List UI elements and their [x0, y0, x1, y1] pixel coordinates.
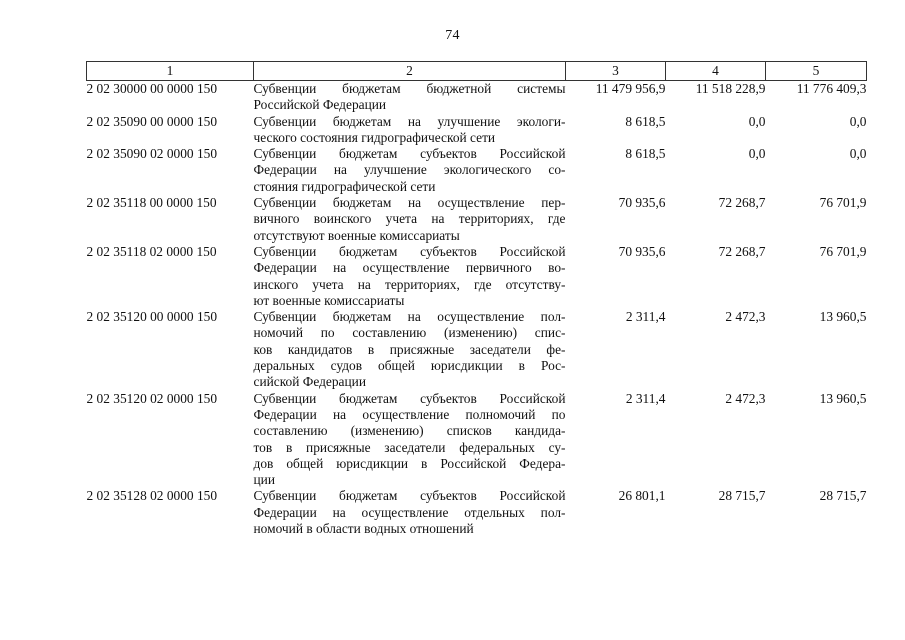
- amount-cell-col5: 76 701,9: [819, 243, 867, 259]
- column-header-4: 4: [666, 62, 766, 81]
- amount-cell-col5: 0,0: [849, 113, 867, 129]
- revenue-name-line: Федерации на осуществление первичного во-: [253, 260, 566, 276]
- revenue-name-line: тов в присяжные заседатели федеральных су-: [253, 439, 566, 455]
- budget-code-cell: 2 02 35090 02 0000 150: [86, 146, 218, 162]
- amount-cell-col3: 11 479 956,9: [595, 81, 666, 96]
- table-row: [87, 488, 867, 537]
- revenue-name-line: ков кандидатов в присяжные заседатели фе-: [253, 341, 566, 357]
- revenue-name-line: стояния гидрографической сети: [253, 178, 436, 194]
- budget-code-cell: 2 02 35118 00 0000 150: [86, 195, 217, 211]
- column-header-5: 5: [766, 62, 867, 81]
- revenue-name-line: Субвенции бюджетам субъектов Российской: [253, 146, 566, 162]
- revenue-name-line: сийской Федерации: [253, 374, 366, 390]
- revenue-name-line: Федерации на улучшение экологического со-: [253, 162, 566, 178]
- budget-code-cell: 2 02 30000 00 0000 150: [86, 81, 218, 96]
- column-header-2: 2: [254, 62, 566, 81]
- revenue-name-line: составлению (изменению) списков кандида-: [253, 423, 566, 439]
- revenue-name-line: номочий по составлению (изменению) спис-: [253, 325, 566, 341]
- amount-cell-col4: 0,0: [748, 113, 766, 129]
- amount-cell-col4: 2 472,3: [725, 390, 766, 406]
- amount-cell-col4: 11 518 228,9: [695, 81, 766, 96]
- amount-cell-col4: 72 268,7: [718, 195, 766, 211]
- revenue-name-line: номочий в области водных отношений: [253, 521, 474, 537]
- amount-cell-col4: 2 472,3: [725, 309, 766, 325]
- revenue-name-line: отсутствуют военные комиссариаты: [253, 227, 460, 243]
- budget-code-cell: 2 02 35128 02 0000 150: [86, 488, 218, 504]
- revenue-name-cell: [254, 244, 566, 309]
- revenue-name-line: Федерации на осуществление полномочий по: [253, 406, 566, 422]
- revenue-name-line: ют военные комиссариаты: [253, 292, 405, 308]
- amount-cell-col5: 0,0: [849, 146, 867, 162]
- amount-cell-col3: 26 801,1: [618, 488, 666, 504]
- revenue-name-cell: [254, 81, 566, 114]
- revenue-name-cell: [254, 195, 566, 244]
- revenue-name-line: ческого состояния гидрографической сети: [253, 129, 496, 145]
- revenue-name-line: Субвенции бюджетам субъектов Российской: [253, 488, 566, 504]
- revenue-name-cell: [254, 309, 566, 390]
- table-body: [87, 81, 867, 538]
- budget-code-cell: 2 02 35120 00 0000 150: [86, 309, 218, 325]
- revenue-name-line: Субвенции бюджетам на осуществление пол-: [253, 309, 566, 325]
- table-row: [87, 195, 867, 244]
- amount-cell-col3: 70 935,6: [618, 195, 666, 211]
- revenue-name-line: Российской Федерации: [253, 97, 387, 113]
- amount-cell-col3: 2 311,4: [625, 390, 666, 406]
- table-row: [87, 81, 867, 114]
- amount-cell-col4: 0,0: [748, 146, 766, 162]
- revenue-name-cell: [254, 114, 566, 147]
- table-row: [87, 146, 867, 195]
- column-header-3: 3: [566, 62, 666, 81]
- table-header-row: [87, 62, 867, 81]
- amount-cell-col5: 13 960,5: [819, 309, 867, 325]
- revenue-name-line: Субвенции бюджетам на осуществление пер-: [253, 195, 566, 211]
- page-number: 74: [445, 28, 460, 43]
- revenue-name-cell: [254, 488, 566, 537]
- revenue-name-line: инского учета на территориях, где отсутству-: [253, 276, 566, 292]
- table-row: [87, 391, 867, 489]
- table-row: [87, 114, 867, 147]
- revenue-name-line: Субвенции бюджетам субъектов Российской: [253, 390, 566, 406]
- revenue-name-line: ции: [253, 472, 275, 488]
- table-row: [87, 244, 867, 309]
- budget-table: [86, 61, 867, 537]
- revenue-name-line: Субвенции бюджетам субъектов Российской: [253, 243, 566, 259]
- amount-cell-col3: 2 311,4: [625, 309, 666, 325]
- revenue-name-cell: [254, 391, 566, 489]
- revenue-name-cell: [254, 146, 566, 195]
- revenue-name-line: вичного воинского учета на территориях, где: [253, 211, 566, 227]
- table-row: [87, 309, 867, 390]
- budget-code-cell: 2 02 35118 02 0000 150: [86, 243, 217, 259]
- revenue-name-line: Субвенции бюджетам бюджетной системы: [253, 81, 566, 96]
- amount-cell-col4: 28 715,7: [718, 488, 766, 504]
- amount-cell-col5: 13 960,5: [819, 390, 867, 406]
- amount-cell-col3: 8 618,5: [625, 113, 666, 129]
- budget-code-cell: 2 02 35090 00 0000 150: [86, 113, 218, 129]
- revenue-name-line: Субвенции бюджетам на улучшение экологи-: [253, 113, 566, 129]
- revenue-name-line: деральных судов общей юрисдикции в Рос-: [253, 358, 566, 374]
- amount-cell-col3: 70 935,6: [618, 243, 666, 259]
- column-header-1: 1: [87, 62, 254, 81]
- amount-cell-col4: 72 268,7: [718, 243, 766, 259]
- revenue-name-line: дов общей юрисдикции в Российской Федера-: [253, 455, 566, 471]
- amount-cell-col5: 11 776 409,3: [796, 81, 867, 96]
- revenue-name-line: Федерации на осуществление отдельных пол-: [253, 504, 566, 520]
- amount-cell-col5: 28 715,7: [819, 488, 867, 504]
- amount-cell-col5: 76 701,9: [819, 195, 867, 211]
- budget-code-cell: 2 02 35120 02 0000 150: [86, 390, 218, 406]
- amount-cell-col3: 8 618,5: [625, 146, 666, 162]
